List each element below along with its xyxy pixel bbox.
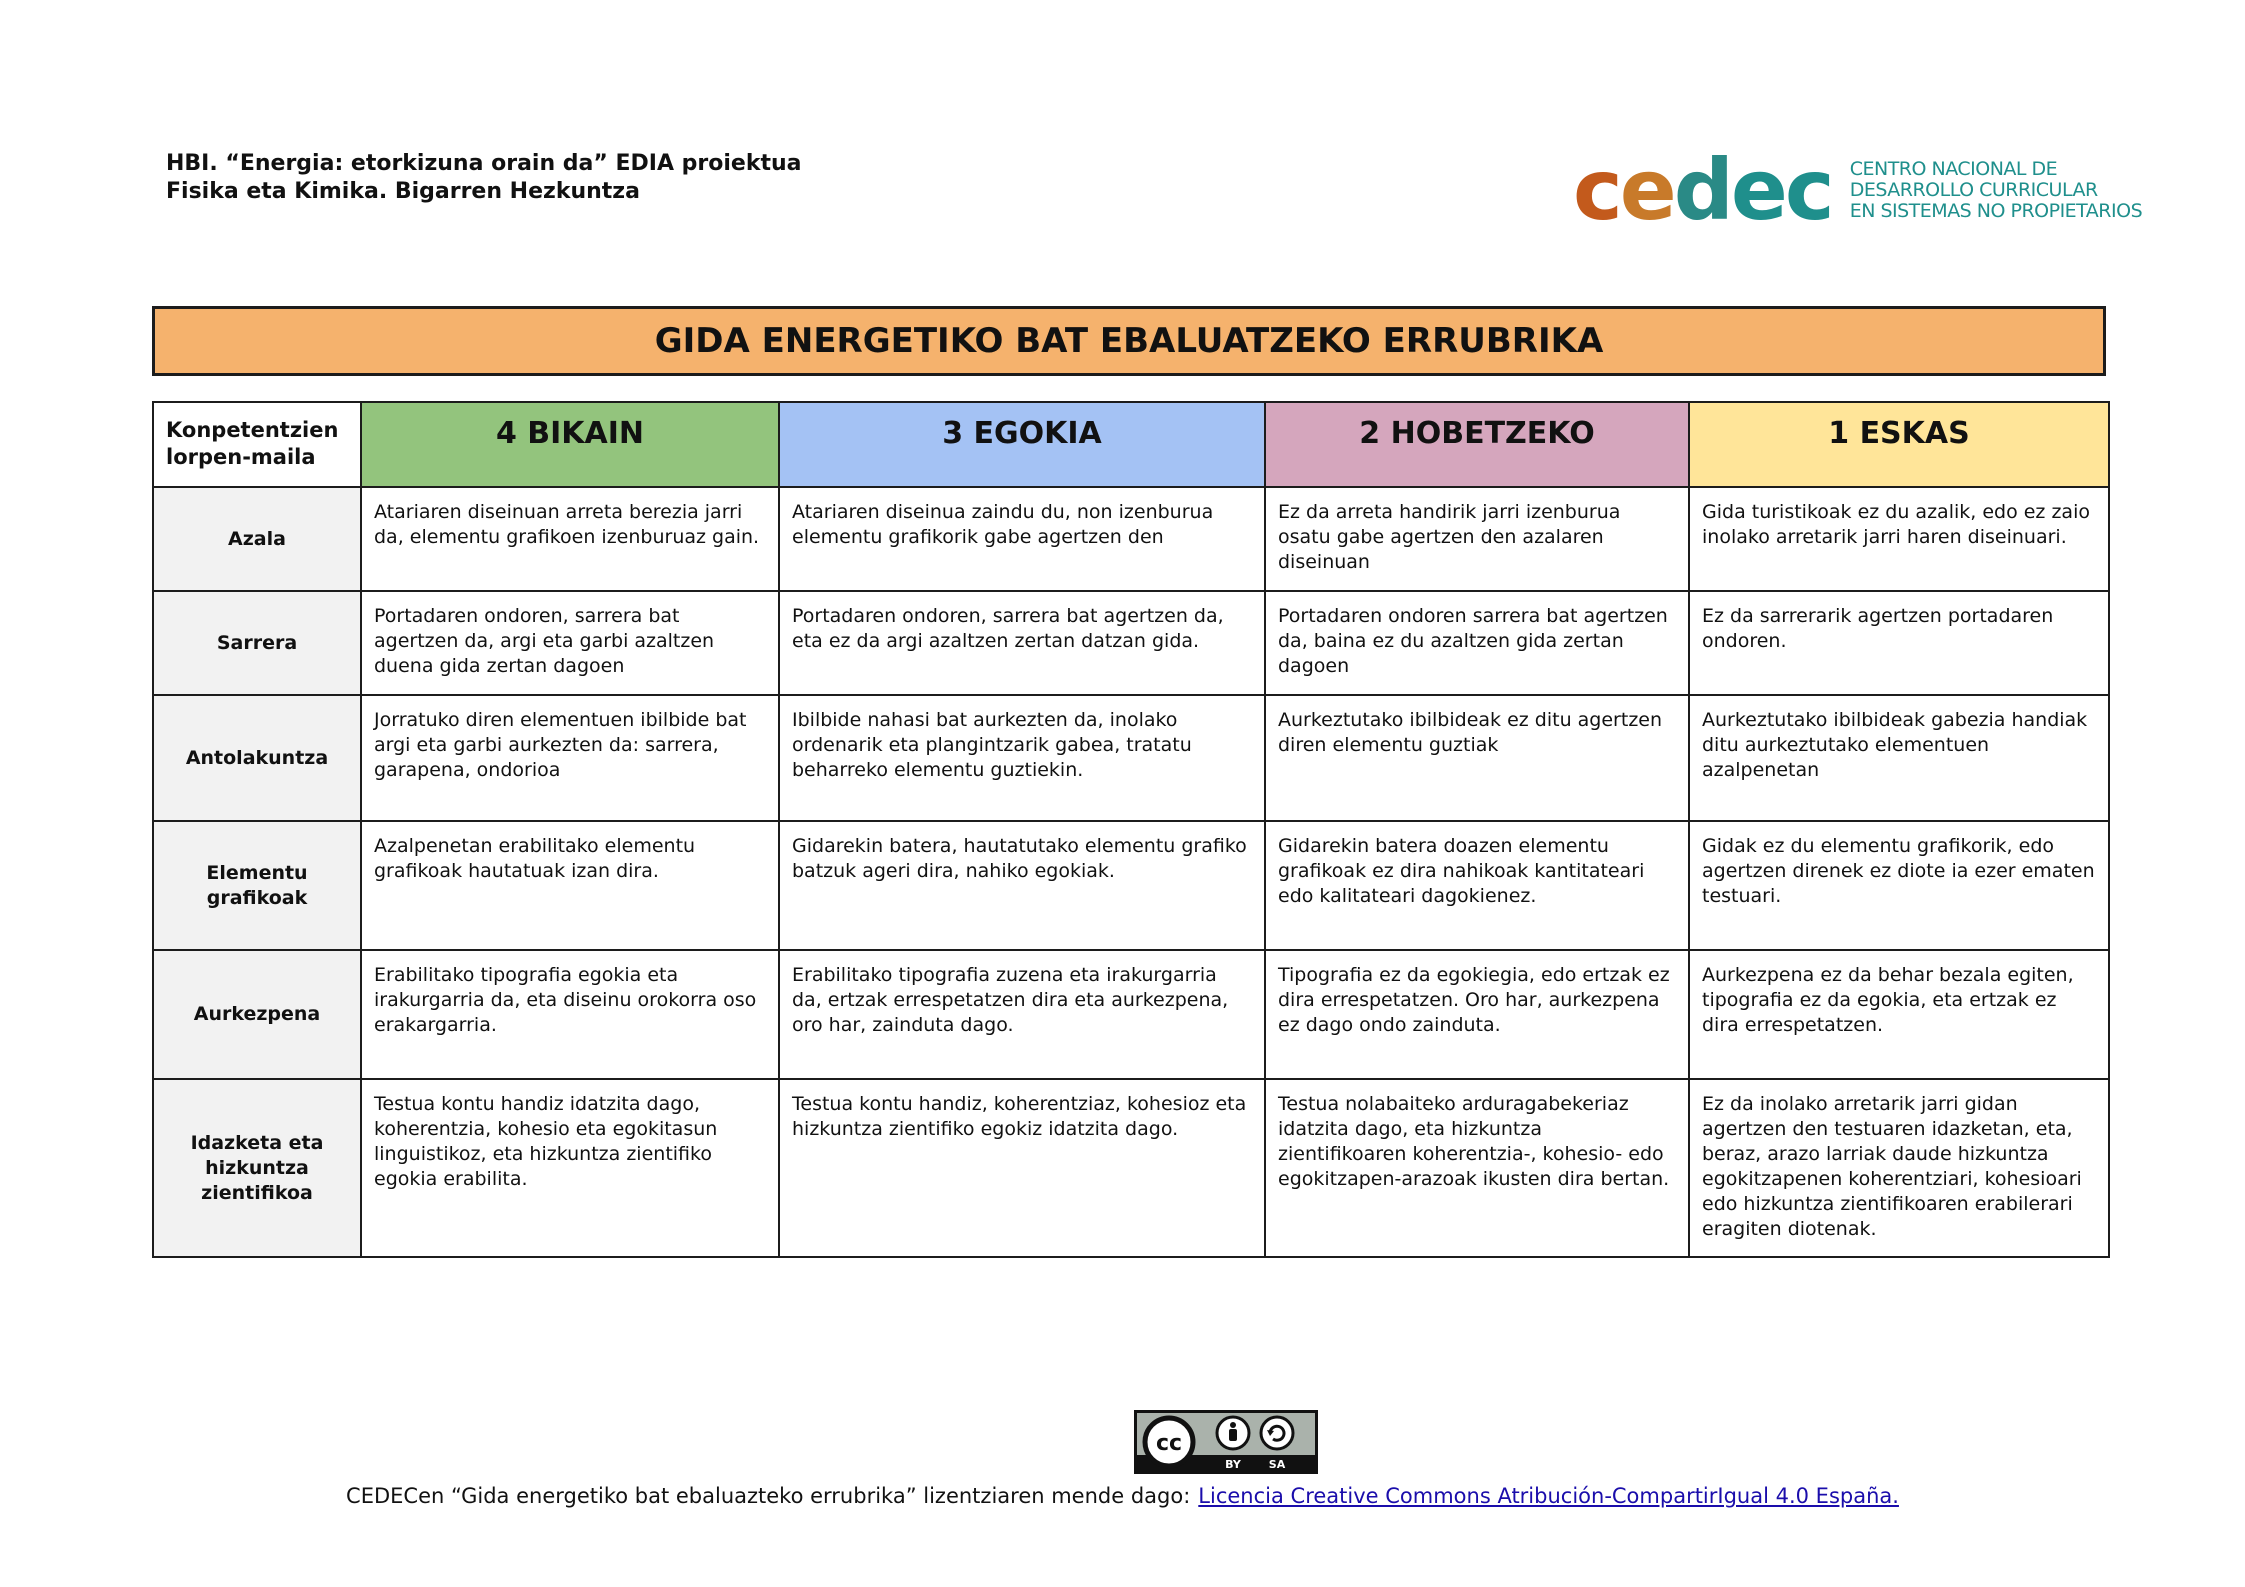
rubric-cell: Atariaren diseinua zaindu du, non izenburua elementu grafikorik gabe agertzen den bbox=[779, 487, 1265, 591]
table-row bbox=[153, 695, 2109, 821]
rubric-cell: Ez da arreta handirik jarri izenburua osatu gabe agertzen den azalaren diseinuan bbox=[1265, 487, 1689, 591]
rubric-cell: Tipografia ez da egokiegia, edo ertzak ez dira errespetatzen. Oro har, aurkezpena ez dago ondo zainduta. bbox=[1265, 950, 1689, 1079]
rubric-cell: Ez da sarrerarik agertzen portadaren ondoren. bbox=[1689, 591, 2109, 695]
table-row bbox=[153, 591, 2109, 695]
criterion-label: Azala bbox=[153, 487, 361, 591]
competence-level-header: Konpetentzien lorpen-maila bbox=[153, 402, 361, 487]
level-3-header: 3 EGOKIA bbox=[779, 402, 1265, 487]
criterion-label: Sarrera bbox=[153, 591, 361, 695]
rubric-cell: Azalpenetan erabilitako elementu grafikoak hautatuak izan dira. bbox=[361, 821, 779, 950]
rubric-header-row bbox=[153, 402, 2109, 487]
rubric-cell: Portadaren ondoren, sarrera bat agertzen da, eta ez da argi azaltzen zertan datzan gida. bbox=[779, 591, 1265, 695]
license-footer bbox=[0, 1482, 2245, 1510]
rubric-cell: Aurkeztutako ibilbideak gabezia handiak ditu aurkeztutako elementuen azalpenetan bbox=[1689, 695, 2109, 821]
criterion-label: Idazketa eta hizkuntza zientifikoa bbox=[153, 1079, 361, 1257]
level-2-header: 2 HOBETZEKO bbox=[1265, 402, 1689, 487]
rubric-cell: Testua kontu handiz idatzita dago, koherentzia, kohesio eta egokitasun linguistikoz, eta hizkuntza zientifiko egokia erabilita. bbox=[361, 1079, 779, 1257]
table-row bbox=[153, 821, 2109, 950]
table-row bbox=[153, 950, 2109, 1079]
table-row bbox=[153, 1079, 2109, 1257]
rubric-cell: Gida turistikoak ez du azalik, edo ez zaio inolako arretarik jarri haren diseinuari. bbox=[1689, 487, 2109, 591]
rubric-table bbox=[152, 401, 2110, 1258]
logo-letter: c bbox=[1784, 141, 1832, 239]
cedec-wordmark bbox=[1573, 141, 1832, 239]
criterion-label: Aurkezpena bbox=[153, 950, 361, 1079]
logo-letter: e bbox=[1619, 141, 1674, 239]
cc-badge-graphic bbox=[1137, 1413, 1315, 1471]
tagline-line: EN SISTEMAS NO PROPIETARIOS bbox=[1849, 199, 2143, 222]
share-alike-icon bbox=[1261, 1417, 1293, 1449]
tagline-line: CENTRO NACIONAL DE bbox=[1849, 157, 2058, 180]
rubric-cell: Aurkezpena ez da behar bezala egiten, tipografia ez da egokia, eta ertzak ez dira errespetatzen. bbox=[1689, 950, 2109, 1079]
rubric-cell: Ez da inolako arretarik jarri gidan agertzen den testuaren idazketan, eta, beraz, arazo larriak daude hizkuntza egokitzapenen koherentziari, kohesioari edo hizkuntza zientifikoaren erabilerari eragiten diotenak. bbox=[1689, 1079, 2109, 1257]
logo-letter: e bbox=[1730, 141, 1785, 239]
rubric-cell: Aurkeztutako ibilbideak ez ditu agertzen diren elementu guztiak bbox=[1265, 695, 1689, 821]
criterion-label: Elementu grafikoak bbox=[153, 821, 361, 950]
rubric-cell: Gidak ez du elementu grafikorik, edo agertzen direnek ez diote ia ezer ematen testuari. bbox=[1689, 821, 2109, 950]
rubric-cell: Gidarekin batera, hautatutako elementu grafiko batzuk ageri dira, nahiko egokiak. bbox=[779, 821, 1265, 950]
subject-line: Fisika eta Kimika. Bigarren Hezkuntza bbox=[166, 179, 640, 204]
table-row bbox=[153, 487, 2109, 591]
cedec-tagline bbox=[1850, 159, 2142, 222]
rubric-cell: Gidarekin batera doazen elementu grafikoak ez dira nahikoak kantitateari edo kalitateari dagokienez. bbox=[1265, 821, 1689, 950]
document-header bbox=[166, 150, 801, 206]
rubric-cell: Erabilitako tipografia egokia eta irakurgarria da, eta diseinu orokorra oso erakargarria. bbox=[361, 950, 779, 1079]
level-1-header: 1 ESKAS bbox=[1689, 402, 2109, 487]
rubric-cell: Atariaren diseinuan arreta berezia jarri da, elementu grafikoen izenburuaz gain. bbox=[361, 487, 779, 591]
by-label: BY bbox=[1225, 1458, 1241, 1471]
rubric-cell: Portadaren ondoren, sarrera bat agertzen da, argi eta garbi azaltzen duena gida zertan dagoen bbox=[361, 591, 779, 695]
rubric-cell: Jorratuko diren elementuen ibilbide bat argi eta garbi aurkezten da: sarrera, garapena, ondorioa bbox=[361, 695, 779, 821]
svg-text:cc: cc bbox=[1155, 1431, 1183, 1456]
logo-letter: c bbox=[1573, 141, 1620, 239]
cc-license-badge[interactable] bbox=[1134, 1410, 1318, 1474]
sa-label: SA bbox=[1268, 1458, 1286, 1471]
rubric-cell: Ibilbide nahasi bat aurkezten da, inolako ordenarik eta plangintzarik gabea, tratatu beharreko elementu guztiekin. bbox=[779, 695, 1265, 821]
license-statement: CEDECen “Gida energetiko bat ebaluazteko errubrika” lizentziaren mende dago: bbox=[346, 1484, 1191, 1508]
person-icon bbox=[1217, 1417, 1249, 1449]
rubric-cell: Erabilitako tipografia zuzena eta irakurgarria da, ertzak errespetatzen dira eta aurkezpena, oro har, zainduta dago. bbox=[779, 950, 1265, 1079]
rubric-cell: Testua kontu handiz, koherentziaz, kohesioz eta hizkuntza zientifiko egokiz idatzita dago. bbox=[779, 1079, 1265, 1257]
criterion-label: Antolakuntza bbox=[153, 695, 361, 821]
license-link[interactable]: Licencia Creative Commons Atribución-CompartirIgual 4.0 España. bbox=[1198, 1484, 1899, 1508]
rubric-title: GIDA ENERGETIKO BAT EBALUATZEKO ERRUBRIKA bbox=[152, 306, 2106, 376]
rubric-cell: Testua nolabaiteko arduragabekeriaz idatzita dago, eta hizkuntza zientifikoaren koherentzia-, kohesio- edo egokitzapen-arazoak ikusten dira bertan. bbox=[1265, 1079, 1689, 1257]
level-4-header: 4 BIKAIN bbox=[361, 402, 779, 487]
cc-icon bbox=[1145, 1418, 1193, 1466]
tagline-line: DESARROLLO CURRICULAR bbox=[1849, 178, 2098, 201]
cedec-logo bbox=[1573, 141, 2143, 239]
project-title: HBI. “Energia: etorkizuna orain da” EDIA proiektua bbox=[166, 151, 802, 176]
rubric-cell: Portadaren ondoren sarrera bat agertzen da, baina ez du azaltzen gida zertan dagoen bbox=[1265, 591, 1689, 695]
logo-letter: d bbox=[1673, 141, 1731, 239]
